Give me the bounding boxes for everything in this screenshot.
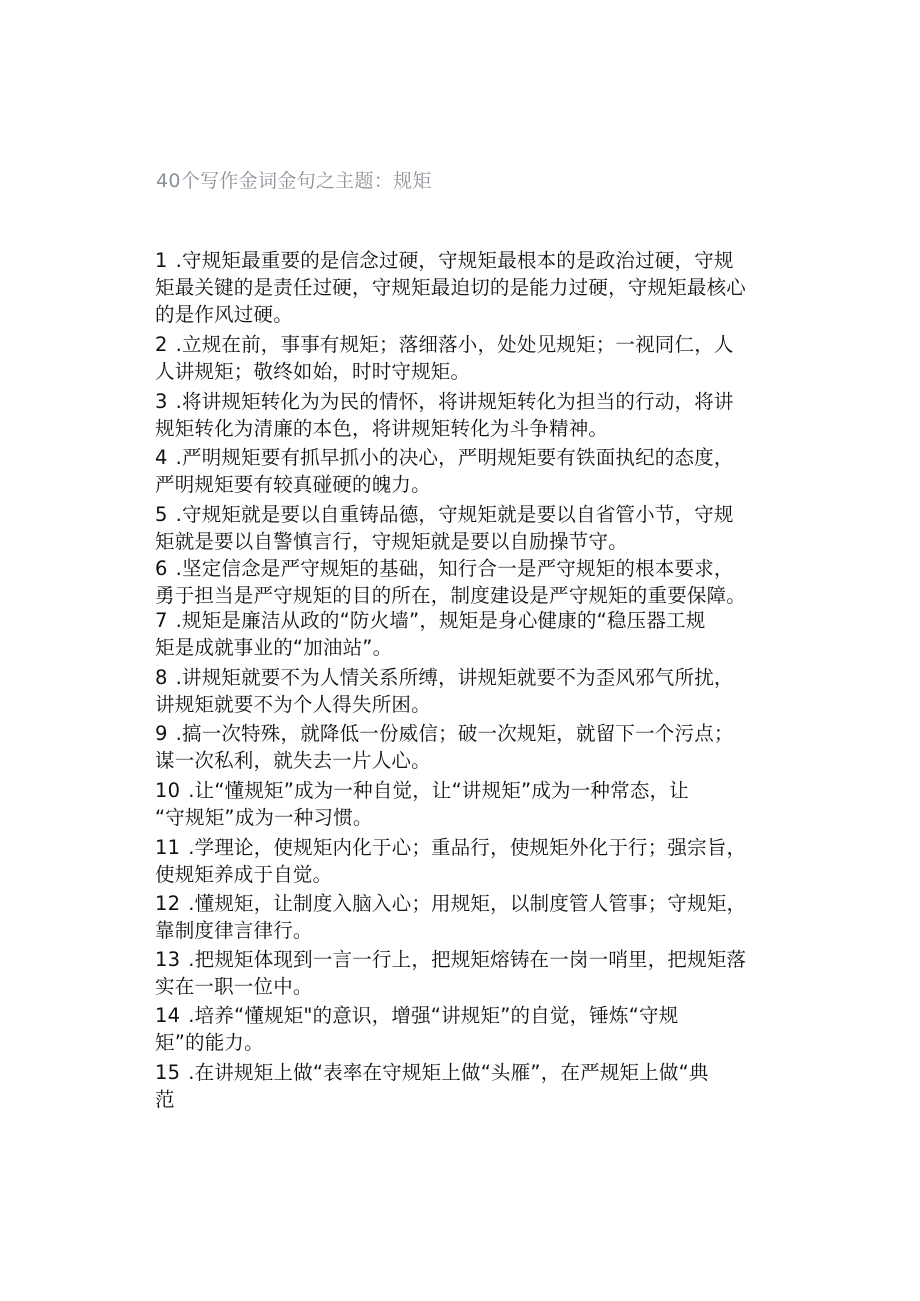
item-line: 14 .培养“懂规矩"的意识，增强“讲规矩”的自觉，锤炼“守规 <box>155 1004 679 1027</box>
item-number: 2 <box>155 333 168 356</box>
item-line: 矩就是要以自警慎言行，守规矩就是要以自励操节守。 <box>155 530 628 553</box>
item-line: 讲规矩就要不为个人得失所困。 <box>155 693 431 716</box>
list-item <box>155 607 765 661</box>
item-line: 4 .严明规矩要有抓早抓小的决心，严明规矩要有铁面执纪的态度， <box>155 446 734 469</box>
item-line: 范 <box>155 1088 175 1111</box>
item-line: 6 .坚定信念是严守规矩的基础，知行合一是严守规矩的根本要求， <box>155 557 734 580</box>
item-line: 15 .在讲规矩上做“表率在守规矩上做“头雁”，在严规矩上做“典 <box>155 1061 709 1084</box>
item-number: 12 <box>155 892 181 915</box>
list-item <box>155 388 765 442</box>
list-item <box>155 777 765 831</box>
item-number: 14 <box>155 1004 181 1027</box>
item-line: 勇于担当是严守规矩的目的所在，制度建设是严守规矩的重要保障。 <box>155 584 747 607</box>
item-number: 10 <box>155 779 181 802</box>
item-line: 实在一职一位中。 <box>155 975 313 998</box>
item-line: 13 .把规矩体现到一言一行上，把规矩熔铸在一岗一哨里，把规矩落 <box>155 948 747 971</box>
item-number: 8 <box>155 666 168 689</box>
item-number: 15 <box>155 1061 181 1084</box>
document-title: 40个写作金词金句之主题：规矩 <box>156 170 432 192</box>
item-number: 11 <box>155 836 181 859</box>
item-line: 1 .守规矩最重要的是信念过硬，守规矩最根本的是政治过硬，守规 <box>155 249 734 272</box>
item-line: 9 .搞一次特殊，就降低一份威信；破一次规矩，就留下一个污点； <box>155 722 734 745</box>
list-item <box>155 720 765 774</box>
item-line: 矩是成就事业的“加油站”。 <box>155 636 393 659</box>
list-item <box>155 444 765 498</box>
item-line: 12 .懂规矩，让制度入脑入心；用规矩，以制度管人管事；守规矩， <box>155 892 747 915</box>
item-number: 6 <box>155 557 168 580</box>
item-line: 规矩转化为清廉的本色，将讲规矩转化为斗争精神。 <box>155 417 609 440</box>
list-item <box>155 501 765 555</box>
item-line: 人讲规矩；敬终如始，时时守规矩。 <box>155 360 471 383</box>
list-item <box>155 834 765 888</box>
item-line: 靠制度律言律行。 <box>155 919 313 942</box>
item-line: 10 .让“懂规矩”成为一种自觉，让“讲规矩”成为一种常态，让 <box>155 779 689 802</box>
list-item <box>155 555 765 609</box>
list-item <box>155 664 765 718</box>
item-number: 3 <box>155 390 168 413</box>
item-number: 1 <box>155 249 168 272</box>
item-number: 13 <box>155 948 181 971</box>
item-line: 3 .将讲规矩转化为为民的情怀，将讲规矩转化为担当的行动，将讲 <box>155 390 734 413</box>
item-line: 2 .立规在前，事事有规矩；落细落小，处处见规矩；一视同仁，人 <box>155 333 734 356</box>
item-line: 谋一次私利，就失去一片人心。 <box>155 749 431 772</box>
item-line: 7 .规矩是廉洁从政的“防火墙”，规矩是身心健康的“稳压器工规 <box>155 609 706 632</box>
item-line: 矩”的能力。 <box>155 1031 264 1054</box>
list-item <box>155 331 765 385</box>
item-number: 9 <box>155 722 168 745</box>
list-item <box>155 890 765 944</box>
item-line: 8 .讲规矩就要不为人情关系所缚，讲规矩就要不为歪风邪气所扰， <box>155 666 734 689</box>
item-number: 4 <box>155 446 168 469</box>
item-number: 7 <box>155 609 168 632</box>
item-line: 5 .守规矩就是要以自重铸品德，守规矩就是要以自省管小节，守规 <box>155 503 734 526</box>
item-line: 矩最关键的是责任过硬，守规矩最迫切的是能力过硬，守规矩最核心 <box>155 276 747 299</box>
item-line: 11 .学理论，使规矩内化于心；重品行，使规矩外化于行；强宗旨， <box>155 836 747 859</box>
list-item <box>155 946 765 1000</box>
list-item <box>155 1059 765 1113</box>
item-line: 严明规矩要有较真碰硬的魄力。 <box>155 473 431 496</box>
item-line: 的是作风过硬。 <box>155 303 293 326</box>
item-line: “守规矩”成为一种习惯。 <box>155 806 373 829</box>
item-line: 使规矩养成于自觉。 <box>155 863 333 886</box>
list-item <box>155 1002 765 1056</box>
list-item <box>155 247 765 328</box>
item-number: 5 <box>155 503 168 526</box>
